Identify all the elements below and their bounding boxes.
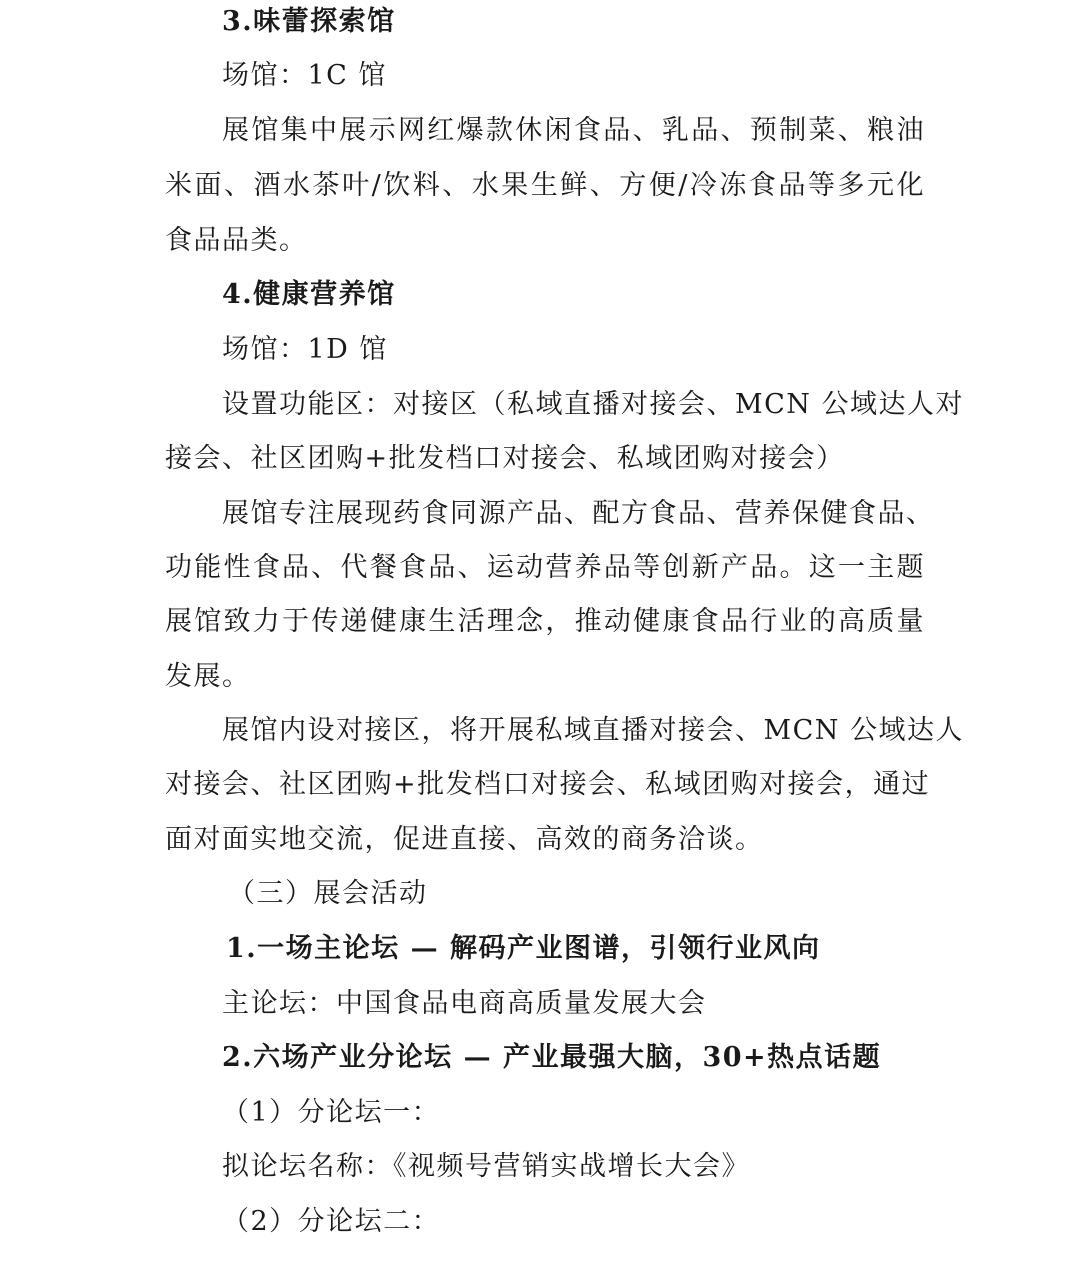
paragraph-line: 食品品类。: [165, 225, 308, 256]
section-heading-health-hall: 4.健康营养馆: [222, 279, 396, 310]
paragraph-line: 发展。: [165, 661, 251, 692]
venue-1d: 场馆：1D 馆: [222, 334, 388, 365]
paragraph-line: 设置功能区：对接区（私域直播对接会、MCN 公域达人对: [222, 389, 965, 420]
paragraph-line: 展馆致力于传递健康生活理念，推动健康食品行业的高质量: [165, 606, 925, 637]
main-forum-title: 主论坛：中国食品电商高质量发展大会: [222, 988, 707, 1019]
main-forum-heading: 1.一场主论坛 — 解码产业图谱，引领行业风向: [226, 933, 821, 964]
venue-1c: 场馆：1C 馆: [222, 60, 387, 91]
sub-forum-2-label: （2）分论坛二：: [222, 1206, 441, 1237]
subsection-heading-expo-activities: （三）展会活动: [228, 878, 428, 909]
paragraph-line: 面对面实地交流，促进直接、高效的商务洽谈。: [165, 824, 764, 855]
paragraph-line: 接会、社区团购+批发档口对接会、私域团购对接会）: [165, 443, 845, 474]
section-heading-taste-hall: 3.味蕾探索馆: [222, 6, 396, 37]
sub-forum-1-name: 拟论坛名称：《视频号营销实战增长大会》: [222, 1151, 750, 1182]
paragraph-line: 功能性食品、代餐食品、运动营养品等创新产品。这一主题: [165, 552, 925, 583]
paragraph-line: 米面、酒水茶叶/饮料、水果生鲜、方便/冷冻食品等多元化: [165, 170, 925, 201]
paragraph-line: 展馆内设对接区，将开展私域直播对接会、MCN 公域达人: [222, 715, 965, 746]
paragraph-line: 展馆集中展示网红爆款休闲食品、乳品、预制菜、粮油: [222, 115, 925, 146]
paragraph-line: 对接会、社区团购+批发档口对接会、私域团购对接会，通过: [165, 769, 931, 800]
paragraph-line: 展馆专注展现药食同源产品、配方食品、营养保健食品、: [222, 498, 935, 529]
sub-forums-heading: 2.六场产业分论坛 — 产业最强大脑，30+热点话题: [222, 1042, 882, 1073]
sub-forum-1-label: （1）分论坛一：: [222, 1097, 441, 1128]
